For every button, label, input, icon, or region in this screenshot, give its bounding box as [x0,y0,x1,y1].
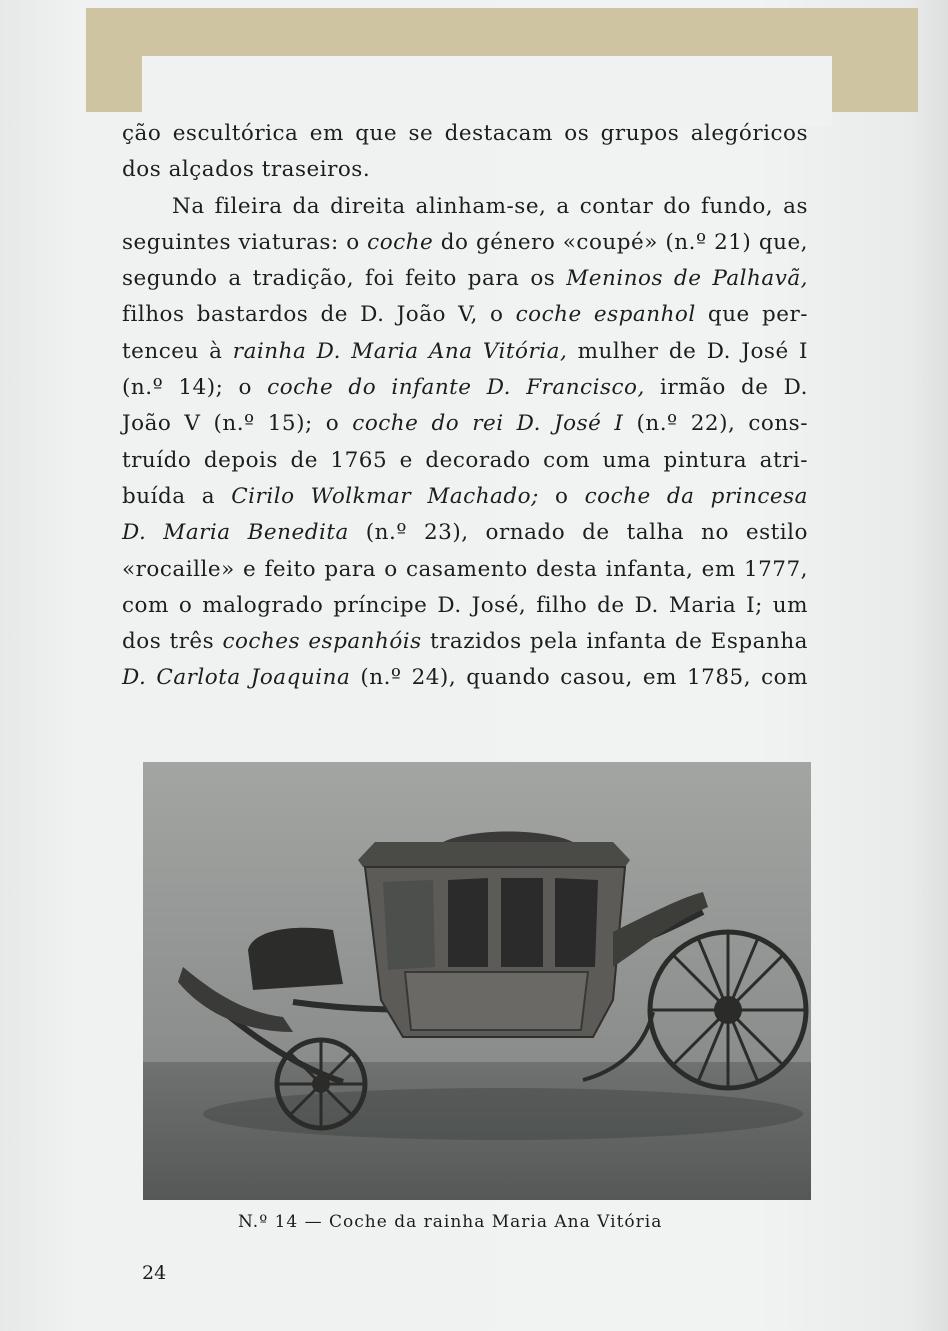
text-line-4: seguintes viaturas: o coche do género «coupé» (n.º 21) que, [122,229,808,255]
text-line-10: truído depois de 1765 e decorado com uma pintura atri- [122,447,808,473]
text-line-16: D. Carlota Joaquina (n.º 24), quando casou, em 1785, com [122,665,808,691]
text-line-13: «rocaille» e feito para o casamento desta infanta, em 1777, [122,556,808,582]
text-line-9: João V (n.º 15); o coche do rei D. José I (n.º 22), cons- [122,411,808,437]
text-line-11: buída a Cirilo Wolkmar Machado; o coche da princesa [122,483,808,509]
text-line-12: D. Maria Benedita (n.º 23), ornado de talha no estilo [122,520,808,546]
text-line-14: com o malogrado príncipe D. José, filho de D. Maria I; um [122,592,808,618]
page-number: 24 [142,1262,167,1284]
text-line-2: dos alçados traseiros. [122,157,371,183]
text-line-3: Na fileira da direita alinham-se, a contar do fundo, as [172,193,808,219]
text-line-5: segundo a tradição, foi feito para os Meninos de Palhavã, [122,266,808,292]
photo-caption: N.º 14 — Coche da rainha Maria Ana Vitória [238,1212,663,1232]
text-line-15: dos três coches espanhóis trazidos pela infanta de Espanha [122,629,808,655]
carriage-photo [143,762,811,1200]
text-line-7: tenceu à rainha D. Maria Ana Vitória, mulher de D. José I [122,338,808,364]
text-line-6: filhos bastardos de D. João V, o coche espanhol que per- [122,302,808,328]
text-line-8: (n.º 14); o coche do infante D. Francisco, irmão de D. [122,375,808,401]
text-line-1: ção escultórica em que se destacam os grupos alegóricos [122,121,808,146]
body-text [122,116,808,697]
